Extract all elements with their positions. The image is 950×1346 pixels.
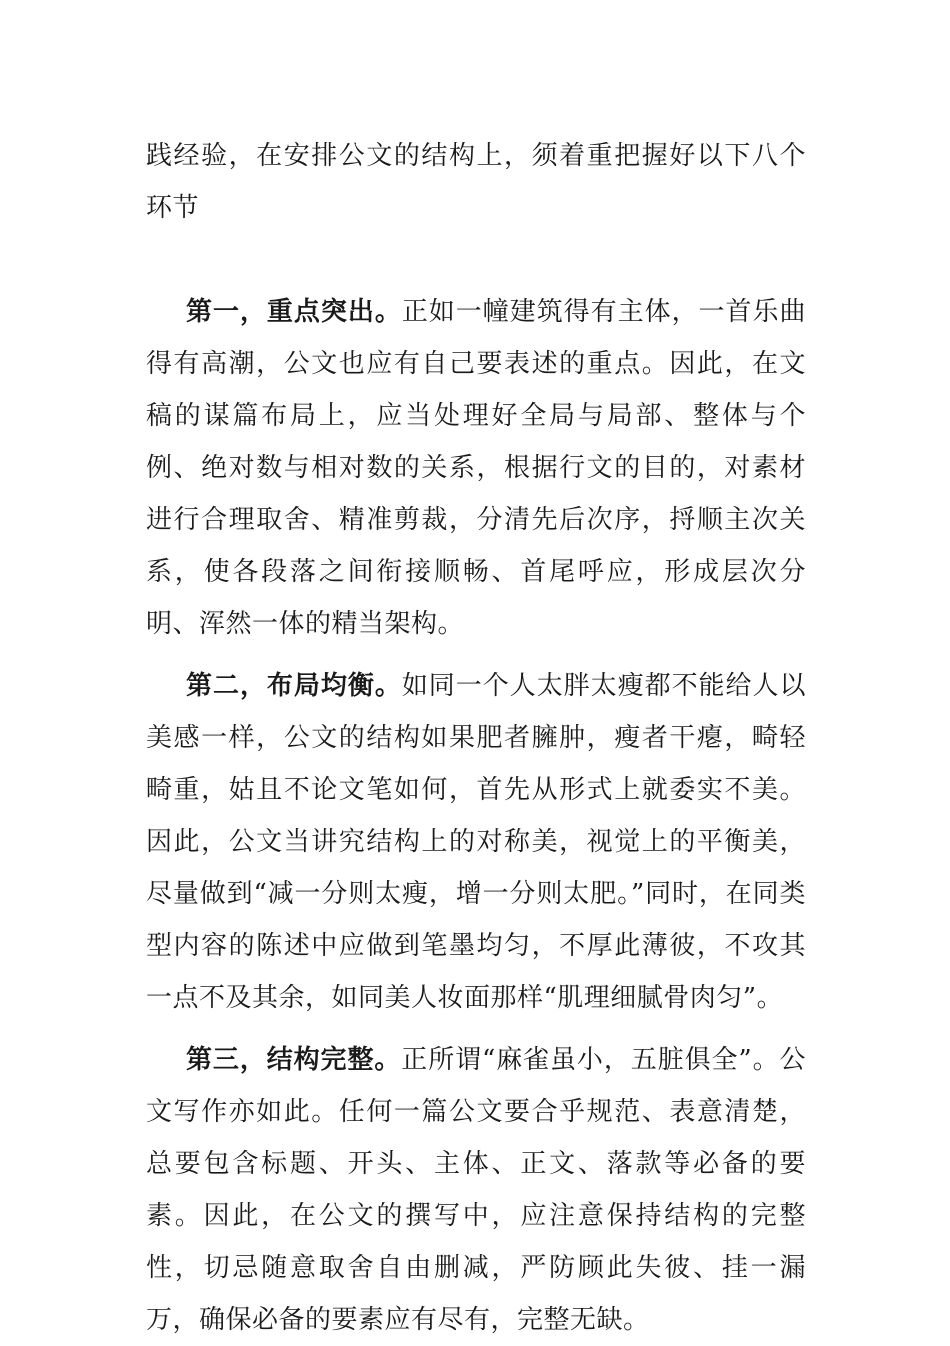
section-3-body: 正所谓“麻雀虽小，五脏俱全”。公文写作亦如此。任何一篇公文要合乎规范、表意清楚，总要包含标题、开头、主体、正文、落款等必备的要素。因此，在公文的撰写中，应注意保持结构的完整性，切忌随意取舍自由删减，严防顾此失彼、挂一漏万，确保必备的要素应有尽有，完整无缺。 (146, 1045, 806, 1335)
section-3-heading: 第三，结构完整。 (186, 1045, 402, 1075)
section-3-paragraph (146, 1034, 806, 1346)
section-1-heading: 第一，重点突出。 (186, 297, 402, 327)
section-1-paragraph (146, 286, 806, 650)
document-page (146, 130, 806, 1346)
paragraph-gap (146, 1024, 806, 1034)
section-2-body: 如同一个人太胖太瘦都不能给人以美感一样，公文的结构如果肥者臃肿，瘦者干瘪，畸轻畸重，姑且不论文笔如何，首先从形式上就委实不美。因此，公文当讲究结构上的对称美，视觉上的平衡美，尽量做到“减一分则太瘦，增一分则太肥。”同时，在同类型内容的陈述中应做到笔墨均匀，不厚此薄彼，不攻其一点不及其余，如同美人妆面那样“肌理细腻骨肉匀”。 (146, 671, 806, 1013)
section-2-heading: 第二，布局均衡。 (186, 671, 402, 701)
intro-line: 践经验，在安排公文的结构上，须着重把握好以下八个环节 (146, 141, 806, 223)
section-1-body: 正如一幢建筑得有主体，一首乐曲得有高潮，公文也应有自己要表述的重点。因此，在文稿的谋篇布局上，应当处理好全局与局部、整体与个例、绝对数与相对数的关系，根据行文的目的，对素材进行合理取舍、精准剪裁，分清先后次序，捋顺主次关系，使各段落之间衔接顺畅、首尾呼应，形成层次分明、浑然一体的精当架构。 (146, 297, 806, 639)
section-2-paragraph (146, 660, 806, 1024)
paragraph-gap (146, 650, 806, 660)
